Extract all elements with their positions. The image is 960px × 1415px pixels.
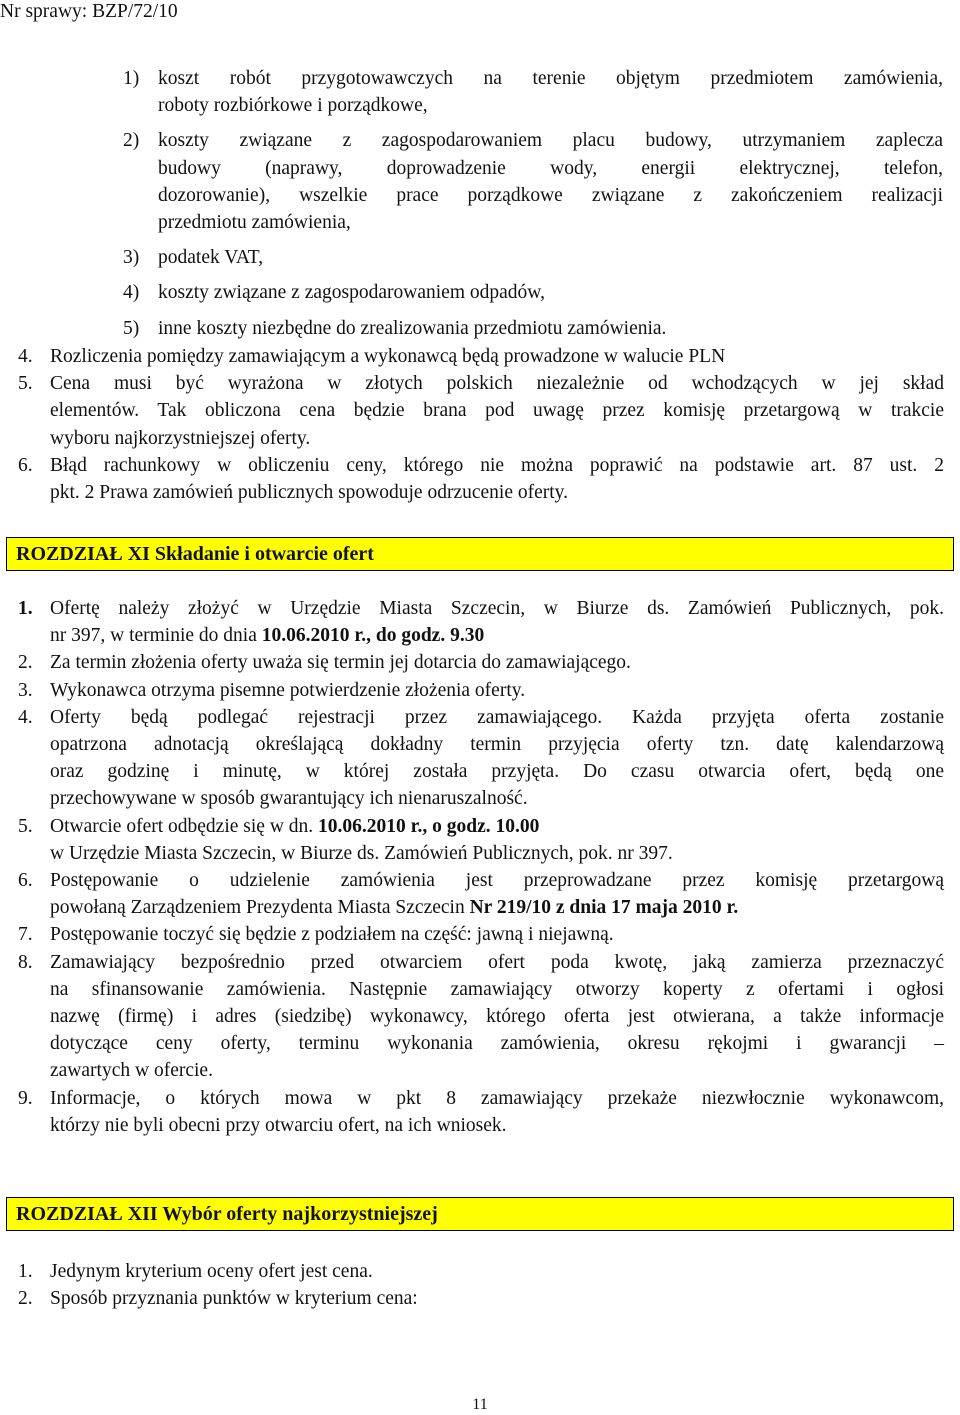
item-line: koszt robót przygotowawczych na terenie objętym przedmiotem zamówienia, [158,68,943,89]
item-number: 7. [18,924,33,946]
item-line: Wykonawca otrzyma pisemne potwierdzenie złożenia oferty. [50,679,526,701]
item-line: roboty rozbiórkowe i porządkowe, [158,95,428,117]
list-item [18,704,944,813]
list-item [18,1285,944,1312]
item-number: 4. [18,346,33,367]
item-number: 2. [18,652,33,674]
item-number: 5) [123,317,140,339]
list-item [18,677,944,704]
case-number-header: Nr sprawy: BZP/72/10 [0,1,178,22]
item-line: elementów. Tak obliczona cena będzie brana pod uwagę przez komisję przetargową w trakcie [50,400,944,422]
item-line: przedmiotu zamówienia, [158,212,351,234]
item-number: 3. [18,679,33,701]
item-line: inne koszty niezbędne do zrealizowania przedmiotu zamówienia. [158,317,667,339]
item-line: pkt. 2 Prawa zamówień publicznych spowoduje odrzucenie oferty. [50,482,569,504]
item-number: 5. [18,373,33,395]
item-number: 1) [123,68,140,89]
list-item [123,279,943,306]
item-line: Zamawiający bezpośrednio przed otwarciem ofert poda kwotę, jaką zamierza przeznaczyć [50,951,944,973]
list-item [18,452,944,506]
item-line: Za termin złożenia oferty uważa się termin jej dotarcia do zamawiającego. [50,652,631,674]
list-item [18,867,944,921]
item-line: Cena musi być wyrażona w złotych polskich niezależnie od wchodzących w jej skład [50,373,944,395]
item-line: Informacje, o których mowa w pkt 8 zamawiający przekaże niezwłocznie wykonawcom, [50,1087,944,1109]
item-line: koszty związane z zagospodarowaniem placu budowy, utrzymaniem zaplecza [158,130,943,152]
item-number: 9. [18,1087,33,1109]
item-number: 6. [18,870,33,892]
opening-date: 10.06.2010 r., o godz. 10.00 [318,815,540,837]
item-line: wyboru najkorzystniejszej oferty. [50,427,311,449]
item-number: 4) [123,282,140,304]
item-number: 2. [18,1288,33,1310]
section-xii-list [18,1258,944,1312]
item-line: Postępowanie toczyć się będzie z podziałem na część: jawną i niejawną. [50,924,614,946]
item-number: 5. [18,815,33,837]
item-line: dotyczące ceny oferty, terminu wykonania zamówienia, okresu rękojmi i gwarancji – [50,1033,944,1055]
section-xi-heading: ROZDZIAŁ XI Składanie i otwarcie ofert [6,537,954,571]
item-line: nazwę (firmę) i adres (siedzibę) wykonawcy, którego oferta jest otwierana, a także informacje [50,1006,944,1028]
item-line: Błąd rachunkowy w obliczeniu ceny, którego nie można poprawić na podstawie art. 87 ust. 2 [50,454,944,476]
item-line: którzy nie byli obecni przy otwarciu ofert, na ich wniosek. [50,1114,507,1136]
list-item [18,343,944,370]
item-number: 8. [18,951,33,973]
item-line: Rozliczenia pomiędzy zamawiającym a wykonawcą będą prowadzone w walucie PLN [50,346,726,367]
page-number: 11 [472,1396,488,1413]
item-line: Oferty będą podlegać rejestracji przez zamawiającego. Każda przyjęta oferta zostanie [50,706,944,728]
list-item [123,65,943,119]
item-line: koszty związane z zagospodarowaniem odpadów, [158,282,545,304]
section-xi-list [18,595,944,1139]
item-line: w Urzędzie Miasta Szczecin, w Biurze ds. Zamówień Publicznych, pok. nr 397. [50,842,673,864]
list-item [18,370,944,452]
list-item [18,1258,944,1285]
item-number: 4. [18,706,33,728]
list-item [123,127,943,236]
list-item [18,595,944,649]
item-number: 2) [123,130,140,152]
item-line: podatek VAT, [158,247,264,269]
list-item [18,649,944,676]
item-line: na sfinansowanie zamówienia. Następnie zamawiający otworzy koperty z ofertami i ogłosi [50,978,944,1000]
item-line: dozorowanie), wszelkie prace porządkowe związane z zakończeniem realizacji [158,184,943,206]
item-line: powołaną Zarządzeniem Prezydenta Miasta Szczecin Nr 219/10 z dnia 17 maja 2010 r. [50,897,739,919]
ordinance-ref: Nr 219/10 z dnia 17 maja 2010 r. [469,897,739,919]
list-item [18,1085,944,1139]
cost-items-list [123,65,943,342]
deadline-date: 10.06.2010 r., do godz. 9.30 [261,625,485,647]
list-item [18,921,944,948]
list-item [18,949,944,1085]
price-points-list [18,343,944,506]
item-line: opatrzona adnotacją określającą dokładny termin przyjęcia oferty tzn. datę kalendarzową [50,734,944,756]
item-number: 1. [18,1261,33,1282]
item-number: 1. [18,598,33,619]
item-line: Jedynym kryterium oceny ofert jest cena. [50,1261,373,1282]
item-line: Ofertę należy złożyć w Urzędzie Miasta Szczecin, w Biurze ds. Zamówień Publicznych, pok. [50,598,944,619]
list-item [123,244,943,271]
list-item [123,315,943,342]
section-xii-heading: ROZDZIAŁ XII Wybór oferty najkorzystniejszej [6,1197,954,1231]
item-line: Postępowanie o udzielenie zamówienia jest przeprowadzane przez komisję przetargową [50,870,944,892]
item-line: Sposób przyznania punktów w kryterium cena: [50,1288,418,1310]
item-number: 6. [18,454,33,476]
item-number: 3) [123,247,140,269]
item-line: zawartych w ofercie. [50,1060,213,1082]
item-line: nr 397, w terminie do dnia 10.06.2010 r., do godz. 9.30 [50,625,485,647]
item-line: oraz godzinę i minutę, w której została przyjęta. Do czasu otwarcia ofert, będą one [50,761,944,783]
item-line: przechowywane w sposób gwarantujący ich nienaruszalność. [50,788,528,810]
list-item [18,813,944,867]
item-line: Otwarcie ofert odbędzie się w dn. 10.06.2010 r., o godz. 10.00 [50,815,540,837]
item-line: budowy (naprawy, doprowadzenie wody, energii elektrycznej, telefon, [158,157,943,179]
